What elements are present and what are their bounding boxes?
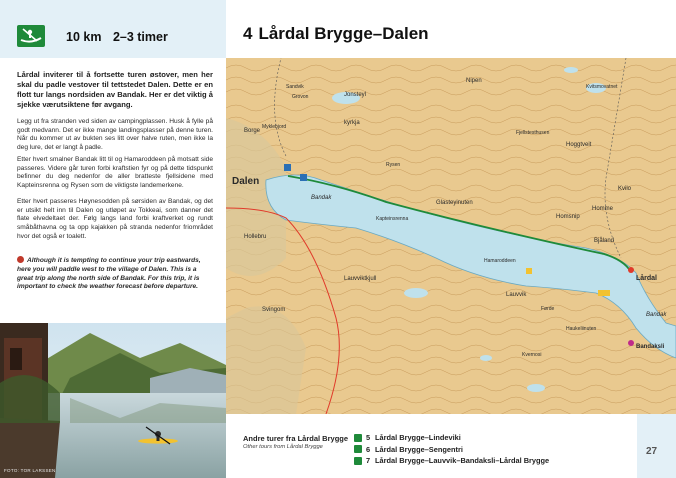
map-label-bandak-east: Bandak <box>646 312 667 318</box>
map-label-bjoland: Bjåland <box>594 238 615 244</box>
map-label-bandak-west: Bandak <box>311 195 332 201</box>
map-label-glastey: Glasteyinuten <box>436 200 473 206</box>
route-map <box>226 58 676 414</box>
map-label-jonsteyl: Jonsteyl <box>344 92 367 98</box>
english-flag-icon <box>17 256 24 263</box>
map-label-haukeliinuten: Haukeliinuten <box>566 326 597 332</box>
map-label-kyrkja: kyrkja <box>344 120 360 126</box>
lardal-marker-icon <box>628 267 634 273</box>
kayak-trail-icon <box>354 445 362 453</box>
map-label-kapteinsrenna: Kapteinsrenna <box>376 216 409 222</box>
map-label-hoggtveit: Hoggtveit <box>566 142 592 148</box>
kayak-trail-icon <box>354 457 362 465</box>
body-paragraph-3: Etter hvert passeres Høynesodden på sørsiden av Bandak, og det er utsikt helt inn til Dalen og utløpet av Tokkeai, som danner det flate elvedeltaet der. Følg langs land forbi kraftverket og rundt småbåthavna og ta opp kajakken på stranda nedenfor friområdet hvor det også er toalett. <box>17 198 213 240</box>
map-label-svingom: Svingom <box>262 307 286 313</box>
map-label-nipen: Nipen <box>466 78 482 84</box>
other-trip-item <box>354 444 549 456</box>
map-label-homsnip: Homsnip <box>556 214 580 220</box>
route-title: Lårdal Brygge–Dalen <box>258 24 429 43</box>
kayaker-photo <box>0 323 226 478</box>
photo-credit: FOTO: TOR LARSSEN <box>4 468 56 473</box>
map-label-sandvik: Sandvik <box>286 84 304 90</box>
map-label-grovon: Grovon <box>292 94 309 100</box>
trip-stats <box>66 30 176 44</box>
map-label-hamaroddeen: Hamaroddeen <box>484 258 516 264</box>
kayak-trail-icon <box>354 434 362 442</box>
warning-marker-icon <box>598 290 604 296</box>
kayak-trail-icon <box>17 25 45 47</box>
map-label-homme: Homme <box>592 206 614 212</box>
route-number: 4 <box>243 24 253 43</box>
trip-duration: 2–3 timer <box>112 30 168 44</box>
trip-distance: 10 km <box>66 30 102 44</box>
map-label-dalen: Dalen <box>232 176 260 187</box>
map-label-lauvvik: Lauvvik <box>506 292 527 298</box>
other-trips-list <box>354 432 549 467</box>
page-title <box>243 24 429 44</box>
other-trip-number: 7 <box>366 456 371 466</box>
map-label-kvitsmovatnet: Kvitsmovatnet <box>586 84 618 90</box>
warning-marker-icon <box>526 268 532 274</box>
english-summary-text: Although it is tempting to continue your trip eastwards, here you will paddle west to the village of Dalen. This is a great trip along the north side of Bandak. For this trip, it is important to check the weather forecast before departure. <box>17 257 201 291</box>
other-trips-title: Andre turer fra Lårdal Brygge <box>243 434 349 443</box>
map-svg <box>226 58 676 414</box>
page-number: 27 <box>646 446 658 457</box>
map-label-bandaksli: Bandaksli <box>636 344 665 350</box>
body-paragraph-2: Etter hvert smalner Bandak litt til og Hamaroddeen på motsatt side passeres. Videre går turen forbi kraftstien fyr og på dette tidspunkt befinner du deg nedenfor de aller bratteste fjellsidene med Kapteinsrenna og Rysen som de viktigste landemerkene. <box>17 156 213 190</box>
body-paragraph-1: Legg ut fra stranden ved siden av campingplassen. Husk å fylle på godt medvann. Det er ikke mange landingsplasser på denne turen. Når du kommer ut av bukten ses litt over halve ruten, men ikke la deg lure, det er langt å padle. <box>17 118 213 152</box>
map-label-myklebjord: Myklebjord <box>262 124 287 130</box>
info-marker-icon <box>284 164 291 171</box>
warning-marker-icon <box>604 290 610 296</box>
english-summary <box>17 256 213 292</box>
other-trip-name: Lårdal Brygge–Sengentri <box>375 444 463 454</box>
map-label-kvernosi: Kvernosi <box>522 352 542 358</box>
other-trip-item <box>354 432 549 444</box>
other-trip-name: Lårdal Brygge–Lauvvik–Bandaksli–Lårdal Brygge <box>375 456 550 466</box>
other-trip-item <box>354 455 549 467</box>
intro-paragraph: Lårdal inviterer til å fortsette turen østover, men her skal du padle vestover til tettstedet Dalen. Dette er en flott tur langs nordsiden av Bandak. Her er det viktig å sjekke værutsiktene før avgang. <box>17 70 213 109</box>
camping-marker-icon <box>300 174 307 181</box>
map-label-lardal: Lårdal <box>636 275 658 282</box>
map-label-forde: Førde <box>541 306 555 312</box>
bandaksli-marker-icon <box>628 340 634 346</box>
map-label-lauvviktkjull: Lauvviktkjull <box>344 276 377 282</box>
map-label-kvilo: Kvilo <box>618 186 632 192</box>
map-label-borge: Borge <box>244 128 261 134</box>
other-trips-subtitle: Other tours from Lårdal Brygge <box>243 444 323 450</box>
map-label-rysen: Rysen <box>386 162 401 168</box>
other-trip-number: 5 <box>366 433 371 443</box>
other-trip-number: 6 <box>366 444 371 454</box>
map-label-fjellstesthusen: Fjellstesthusen <box>516 130 550 136</box>
map-label-hollebru: Hollebru <box>244 234 267 240</box>
other-trip-name: Lårdal Brygge–Lindeviki <box>375 433 461 443</box>
